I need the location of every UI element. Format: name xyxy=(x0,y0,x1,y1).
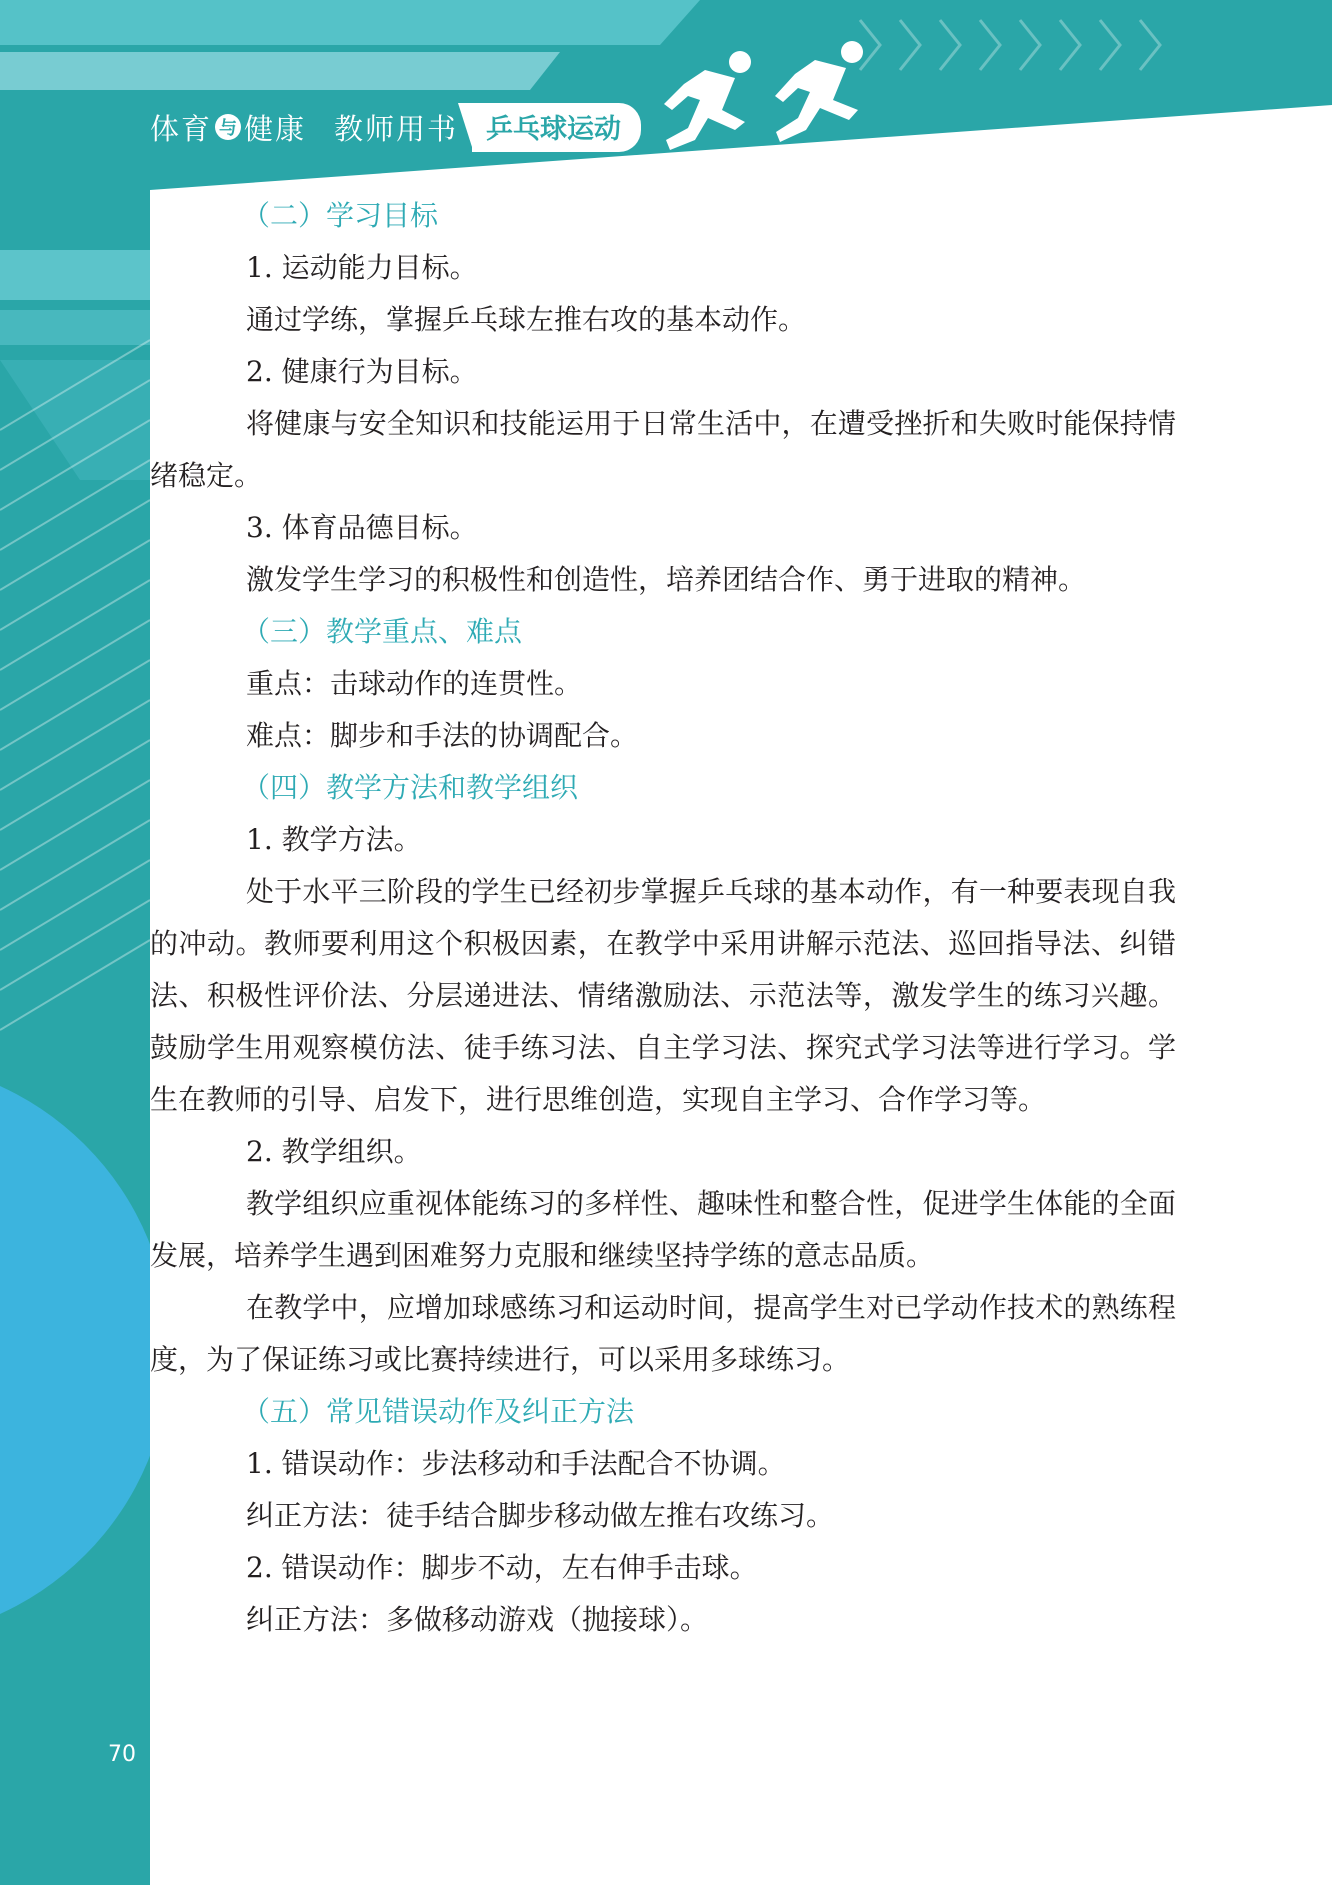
section-heading: （四）教学方法和教学组织 xyxy=(242,771,579,804)
text-line: 纠正方法：多做移动游戏（抛接球）。 xyxy=(246,1603,709,1636)
paragraph: 在教学中，应增加球感练习和运动时间，提高学生对已学动作技术的熟练程度，为了保证练习或比赛持续进行，可以采用多球练习。 xyxy=(150,1291,1176,1376)
page-body xyxy=(150,190,1176,1646)
section-heading: （二）学习目标 xyxy=(242,199,439,232)
chapter-tab: 乒乓球运动 xyxy=(472,103,641,152)
text-line: 3. 体育品德目标。 xyxy=(246,511,478,544)
book-title-part3: 教师用书 xyxy=(334,111,459,146)
running-header xyxy=(150,105,641,149)
paragraph: 处于水平三阶段的学生已经初步掌握乒乓球的基本动作，有一种要表现自我的冲动。教师要利用这个积极因素，在教学中采用讲解示范法、巡回指导法、纠错法、积极性评价法、分层递进法、情绪激励法、示范法等，激发学生的练习兴趣。鼓励学生用观察模仿法、徒手练习法、自主学习法、探究式学习法等进行学习。学生在教师的引导、启发下，进行思维创造，实现自主学习、合作学习等。 xyxy=(150,875,1176,1116)
text-line: 重点：击球动作的连贯性。 xyxy=(246,667,583,700)
paragraph: 将健康与安全知识和技能运用于日常生活中，在遭受挫折和失败时能保持情绪稳定。 xyxy=(150,407,1176,492)
text-line: 2. 教学组织。 xyxy=(246,1135,422,1168)
page-number: 70 xyxy=(108,1742,136,1767)
text-line: 纠正方法：徒手结合脚步移动做左推右攻练习。 xyxy=(246,1499,835,1532)
text-line: 1. 运动能力目标。 xyxy=(246,251,478,284)
text-line: 通过学练，掌握乒乓球左推右攻的基本动作。 xyxy=(246,303,807,336)
text-line: 1. 教学方法。 xyxy=(246,823,422,856)
book-title-part2: 健康 xyxy=(244,111,307,146)
text-line: 激发学生学习的积极性和创造性，培养团结合作、勇于进取的精神。 xyxy=(246,563,1087,596)
section-heading: （三）教学重点、难点 xyxy=(242,615,523,648)
section-heading: （五）常见错误动作及纠正方法 xyxy=(242,1395,635,1428)
text-line: 难点：脚步和手法的协调配合。 xyxy=(246,719,639,752)
paragraph: 教学组织应重视体能练习的多样性、趣味性和整合性，促进学生体能的全面发展，培养学生遇到困难努力克服和继续坚持学练的意志品质。 xyxy=(150,1187,1176,1272)
book-title-part1: 体育 xyxy=(150,111,213,146)
text-line: 2. 错误动作：脚步不动，左右伸手击球。 xyxy=(246,1551,758,1584)
connector-badge: 与 xyxy=(215,114,241,140)
text-line: 2. 健康行为目标。 xyxy=(246,355,478,388)
text-line: 1. 错误动作：步法移动和手法配合不协调。 xyxy=(246,1447,786,1480)
